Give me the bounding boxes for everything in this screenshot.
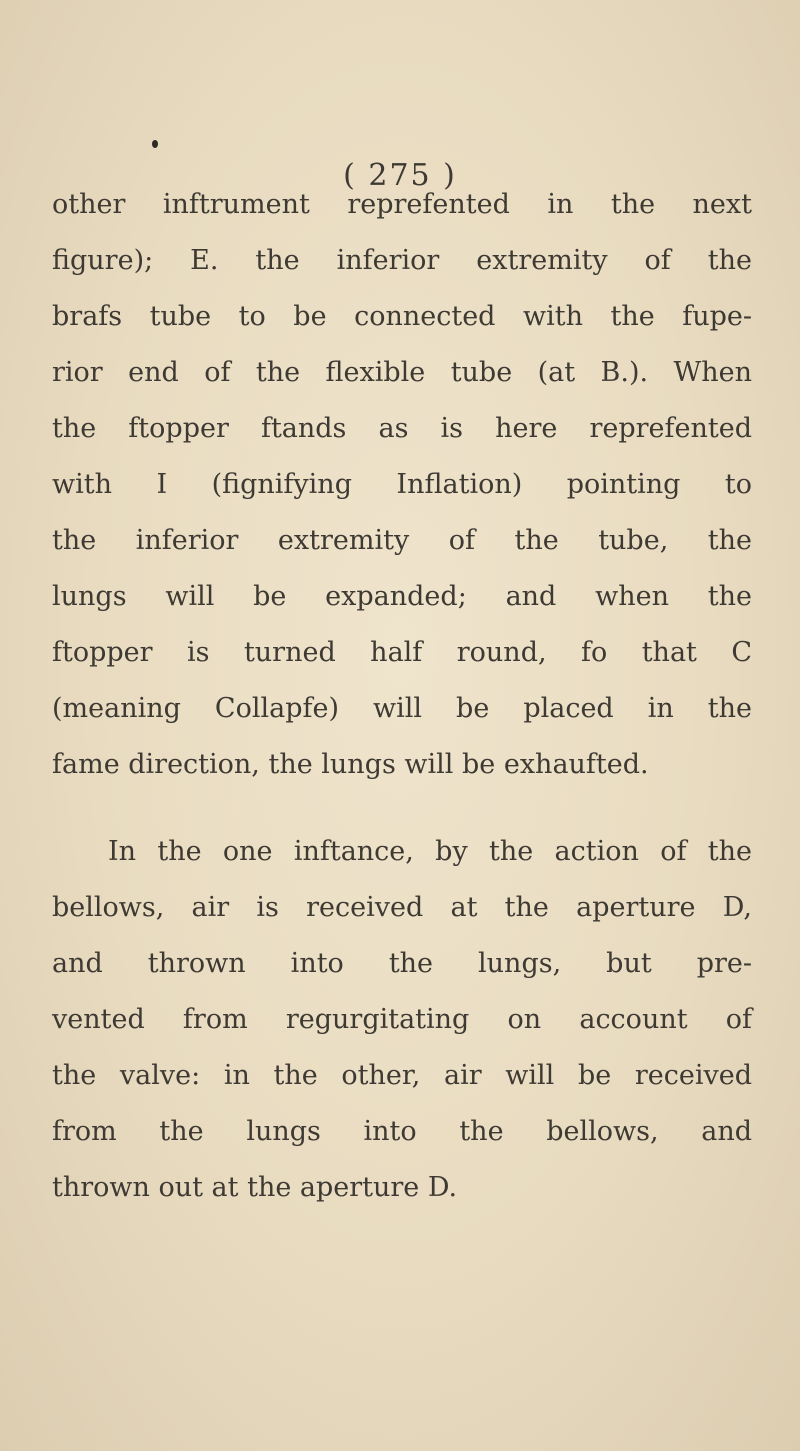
- text-line: the valve: in the other, air will be received: [52, 1060, 752, 1091]
- text-line: with I (fignifying Inflation) pointing to: [52, 469, 752, 500]
- text-line: thrown out at the aperture D.: [52, 1172, 458, 1203]
- ink-speck: [152, 140, 158, 148]
- text-line: In the one inftance, by the action of the: [108, 836, 752, 867]
- text-line: rior end of the flexible tube (at B.). When: [52, 357, 752, 388]
- text-line: vented from regurgitating on account of: [52, 1004, 752, 1035]
- text-line: the ftopper ftands as is here reprefented: [52, 413, 752, 444]
- page-number: ( 275 ): [343, 158, 457, 193]
- text-line: ftopper is turned half round, fo that C: [52, 637, 752, 668]
- text-line: other inftrument reprefented in the next: [52, 189, 752, 220]
- text-line: figure); E. the inferior extremity of the: [52, 245, 752, 276]
- text-line: and thrown into the lungs, but pre-: [52, 948, 752, 979]
- text-line: fame direction, the lungs will be exhaufted.: [52, 749, 649, 780]
- text-line: the inferior extremity of the tube, the: [52, 525, 752, 556]
- text-line: lungs will be expanded; and when the: [52, 581, 752, 612]
- text-line: bellows, air is received at the aperture D,: [52, 892, 752, 923]
- text-line: brafs tube to be connected with the fupe-: [52, 301, 752, 332]
- text-line: from the lungs into the bellows, and: [52, 1116, 752, 1147]
- text-line: (meaning Collapfe) will be placed in the: [52, 693, 752, 724]
